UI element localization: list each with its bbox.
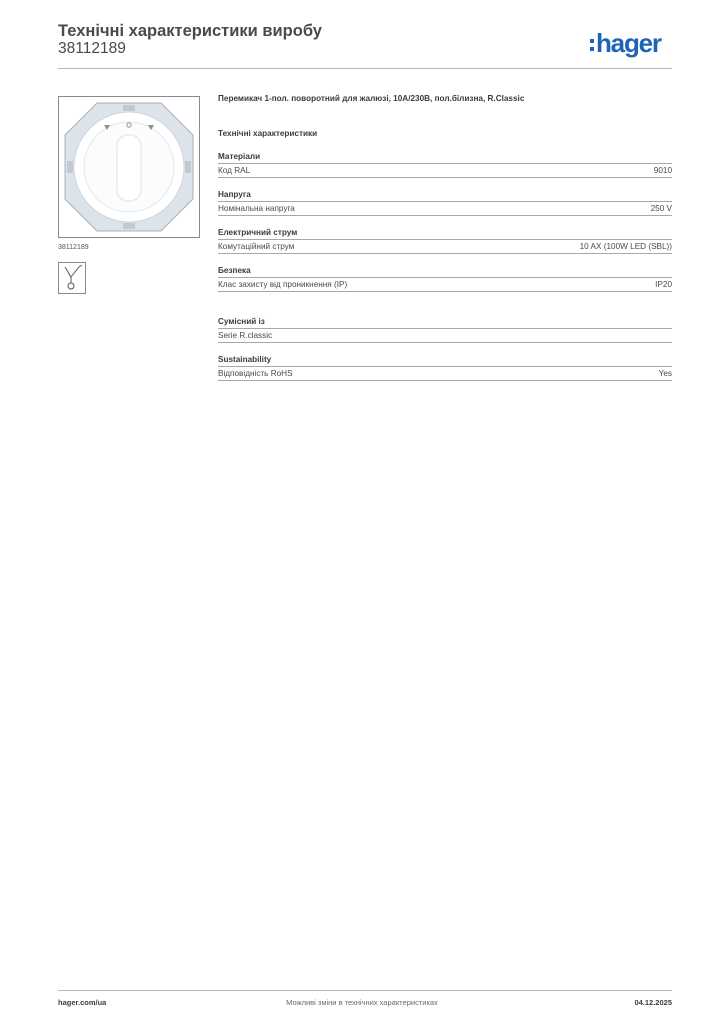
spec-row <box>218 164 672 178</box>
spec-label: Відповідність RoHS <box>218 369 293 378</box>
logo-dots <box>590 39 594 51</box>
footer-notice: Можливі зміни в технічних характеристиках <box>286 998 438 1007</box>
hager-logo <box>590 30 661 56</box>
spec-group-title: Безпека <box>218 265 672 278</box>
spec-content <box>218 92 672 381</box>
logo-text: hager <box>596 28 661 58</box>
footer-date: 04.12.2025 <box>634 998 672 1007</box>
spec-group-materials <box>218 151 672 178</box>
spec-value: 9010 <box>653 166 672 175</box>
spec-row <box>218 367 672 381</box>
spec-group-title: Напруга <box>218 189 672 202</box>
spec-group-title: Електричний струм <box>218 227 672 240</box>
spec-value: 250 V <box>650 204 672 213</box>
page-title: Технічні характеристики виробу <box>58 22 322 40</box>
footer-website-link[interactable]: hager.com/ua <box>58 998 107 1007</box>
spec-value: Yes <box>658 369 672 378</box>
spec-group-safety <box>218 265 672 292</box>
spec-row <box>218 240 672 254</box>
spec-group-title: Матеріали <box>218 151 672 164</box>
spec-group-sustainability <box>218 354 672 381</box>
spec-value: IP20 <box>655 280 672 289</box>
spec-label: Номінальна напруга <box>218 204 295 213</box>
spec-label: Комутаційний струм <box>218 242 295 251</box>
spec-group-voltage <box>218 189 672 216</box>
product-code-label: 38112189 <box>58 244 89 251</box>
product-image <box>58 96 200 238</box>
footer-divider <box>58 990 672 991</box>
rotary-switch-icon <box>59 97 199 237</box>
blind-switch-symbol-icon <box>58 262 86 294</box>
spec-label: Код RAL <box>218 166 251 175</box>
spec-row <box>218 329 672 343</box>
spec-group-compatible <box>218 316 672 343</box>
spec-group-title: Sustainability <box>218 354 672 367</box>
spec-section-title: Технічні характеристики <box>218 129 318 138</box>
spec-group-title: Сумісний із <box>218 316 672 329</box>
spec-group-current <box>218 227 672 254</box>
spec-row <box>218 202 672 216</box>
product-number: 38112189 <box>58 40 126 57</box>
spec-value: 10 AX (100W LED (SBL)) <box>579 242 672 251</box>
spec-label: Serie R.classic <box>218 331 273 340</box>
product-description: Перемикач 1-пол. поворотний для жалюзі, 10А/230В, пол.білизна, R.Classic <box>218 94 525 103</box>
spec-label: Клас захисту від проникнення (IP) <box>218 280 348 289</box>
spec-row <box>218 278 672 292</box>
header-divider <box>58 68 672 69</box>
